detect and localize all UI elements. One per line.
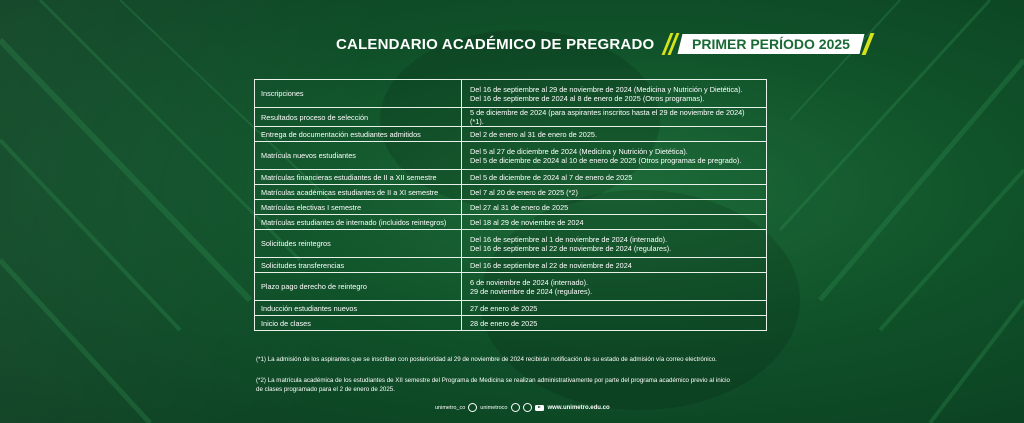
calendar-table [254,79,767,331]
table-row [255,230,767,258]
x-icon[interactable] [468,403,477,412]
table-row [255,258,767,273]
row-value: Del 27 al 31 de enero de 2025 [462,200,767,215]
instagram-icon[interactable] [511,403,520,412]
period-badge-label: PRIMER PERÍODO 2025 [692,36,851,52]
row-value: Del 2 de enero al 31 de enero de 2025. [462,127,767,142]
youtube-icon[interactable] [535,405,544,411]
footnote-2-line-1: (*2) La matrícula académica de los estudiantes de XII semestre del Programa de Medicina se realizan administrativamente por parte del programa académico previo al inicio [256,377,730,384]
row-value: Del 7 al 20 de enero de 2025 (*2) [462,185,767,200]
page-title: CALENDARIO ACADÉMICO DE PREGRADO [336,35,655,53]
row-label: Matrículas académicas estudiantes de II a XI semestre [255,185,462,200]
website-link[interactable]: www.unimetro.edu.co [547,404,610,411]
table-row [255,108,767,127]
facebook-icon[interactable] [523,403,532,412]
social-handle-2: unimetroco [480,404,508,411]
row-label: Entrega de documentación estudiantes admitidos [255,127,462,142]
row-label: Matrículas financieras estudiantes de II a XII semestre [255,170,462,185]
accent-slashes [664,33,678,55]
table-row [255,127,767,142]
header [336,33,870,55]
row-value: Del 16 de septiembre al 29 de noviembre de 2024 (Medicina y Nutrición y Dietética). Del 16 de septiembre de 2024 al 8 de enero de 2025 (Otros programas). [462,80,767,108]
table-row [255,316,767,331]
row-label: Plazo pago derecho de reintegro [255,273,462,301]
footnote-2-line-2: de clases programado para el 2 de enero de 2025. [256,386,395,393]
row-value: Del 5 de diciembre de 2024 al 7 de enero de 2025 [462,170,767,185]
social-handle-1: unimetro_co [435,404,466,411]
row-value: Del 16 de septiembre al 22 de noviembre de 2024 [462,258,767,273]
table-row [255,170,767,185]
row-label: Solicitudes reintegros [255,230,462,258]
row-value: 5 de diciembre de 2024 (para aspirantes inscritos hasta el 29 de noviembre de 2024) (*1). [462,108,767,127]
table-row [255,273,767,301]
row-label: Solicitudes transferencias [255,258,462,273]
footnote-2 [256,376,776,394]
table-row [255,80,767,108]
footnote-1: (*1) La admisión de los aspirantes que se inscriban con posterioridad al 29 de noviembre de 2024 recibirán notificación de su estado de admisión vía correo electrónico. [256,356,717,363]
period-badge [678,34,865,54]
row-value: Del 16 de septiembre al 1 de noviembre de 2024 (internado). Del 16 de septiembre al 22 de noviembre de 2024 (regulares). [462,230,767,258]
table-row [255,142,767,170]
row-label: Inducción estudiantes nuevos [255,301,462,316]
row-label: Matrículas estudiantes de internado (incluidos reintegros) [255,215,462,230]
row-value: 28 de enero de 2025 [462,316,767,331]
table-row [255,215,767,230]
row-value: 27 de enero de 2025 [462,301,767,316]
row-value: 6 de noviembre de 2024 (internado). 29 de noviembre de 2024 (regulares). [462,273,767,301]
row-label: Matrículas electivas I semestre [255,200,462,215]
row-value: Del 18 al 29 de noviembre de 2024 [462,215,767,230]
social-footer [435,403,610,412]
table-row [255,200,767,215]
row-label: Matrícula nuevos estudiantes [255,142,462,170]
table-row [255,301,767,316]
table-row [255,185,767,200]
row-label: Resultados proceso de selección [255,108,462,127]
row-value: Del 5 al 27 de diciembre de 2024 (Medicina y Nutrición y Dietética). Del 5 de diciembre de 2024 al 10 de enero de 2025 (Otros programas de pregrado). [462,142,767,170]
row-label: Inicio de clases [255,316,462,331]
row-label: Inscripciones [255,80,462,108]
